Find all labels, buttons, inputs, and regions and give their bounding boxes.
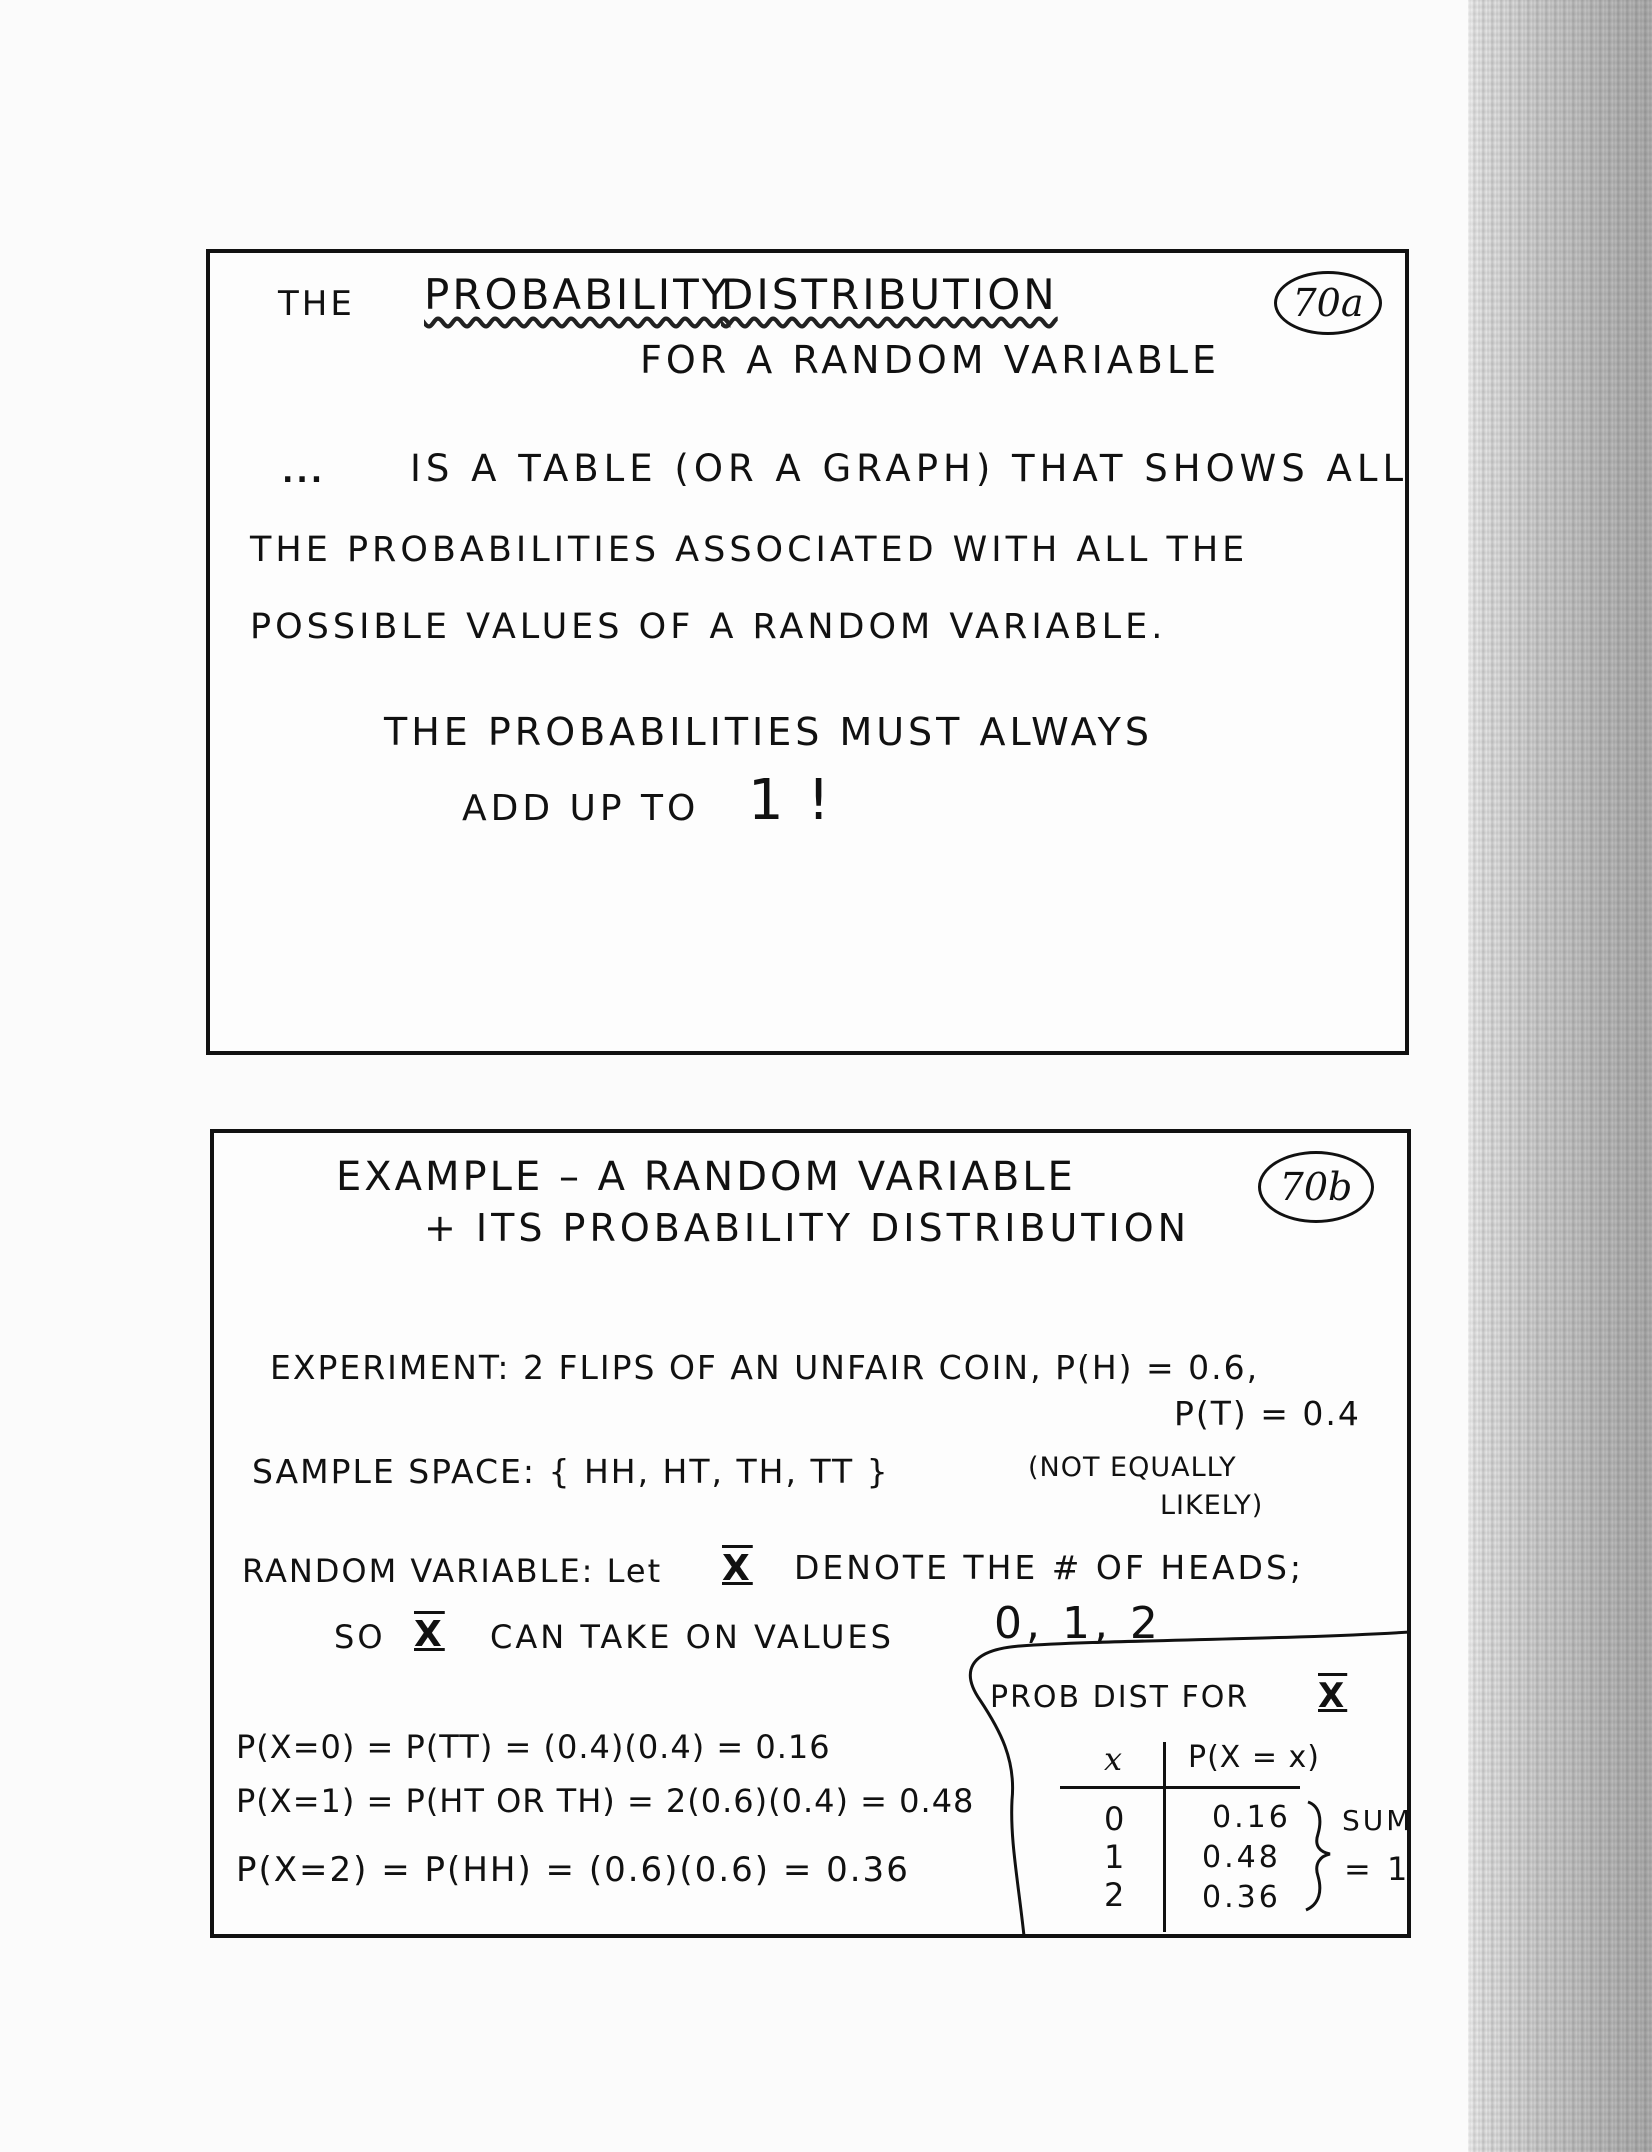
title-for-random-variable: FOR A RANDOM VARIABLE (640, 338, 1221, 382)
table-p-0: 0.16 (1212, 1800, 1291, 1835)
random-variable-symbol: X (722, 1548, 753, 1589)
ellipsis: ... (282, 455, 326, 490)
note-value-one: 1 ! (748, 768, 833, 833)
calc-x-equals-0: P(X=0) = P(TT) = (0.4)(0.4) = 0.16 (236, 1728, 831, 1766)
definition-line-1: IS A TABLE (OR A GRAPH) THAT SHOWS ALL (410, 447, 1409, 490)
table-p-2: 0.36 (1202, 1880, 1281, 1915)
rv-values-text: CAN TAKE ON VALUES (490, 1618, 894, 1656)
title-probability: PROBABILITY (424, 270, 731, 319)
table-header-probability: P(X = x) (1188, 1740, 1321, 1775)
experiment-line: EXPERIMENT: 2 FLIPS OF AN UNFAIR COIN, P(H) = 0.6, (270, 1348, 1260, 1387)
experiment-pt-line: P(T) = 0.4 (1174, 1394, 1361, 1433)
note-probabilities-must: THE PROBABILITIES MUST ALWAYS (384, 710, 1154, 754)
sum-value: = 1 (1344, 1850, 1411, 1888)
table-x-2: 2 (1104, 1876, 1128, 1914)
rv-symbol-2: X (414, 1614, 445, 1655)
rv-so: SO (334, 1618, 386, 1656)
table-x-0: 0 (1104, 1800, 1128, 1838)
rv-values: 0, 1, 2 (994, 1598, 1162, 1649)
random-variable-description: DENOTE THE # OF HEADS; (794, 1548, 1305, 1587)
definition-line-3: POSSIBLE VALUES OF A RANDOM VARIABLE. (250, 607, 1167, 647)
card-number-badge-70a: 70a (1274, 271, 1382, 335)
table-header-x: x (1104, 1740, 1126, 1778)
calc-x-equals-1: P(X=1) = P(HT OR TH) = 2(0.6)(0.4) = 0.48 (236, 1782, 975, 1820)
example-title-line-1: EXAMPLE – A RANDOM VARIABLE (336, 1154, 1076, 1200)
definition-line-2: THE PROBABILITIES ASSOCIATED WITH ALL THE (250, 530, 1249, 570)
sample-space-note-2: LIKELY) (1160, 1490, 1264, 1521)
sample-space-note-1: (NOT EQUALLY (1028, 1452, 1237, 1483)
table-x-1: 1 (1104, 1838, 1128, 1876)
table-p-1: 0.48 (1202, 1840, 1281, 1875)
random-variable-label: RANDOM VARIABLE: Let (242, 1552, 663, 1590)
sum-label: SUM (1342, 1804, 1414, 1837)
table-title: PROB DIST FOR (990, 1680, 1250, 1715)
title-distribution: DISTRIBUTION (721, 270, 1058, 319)
note-add-up-to: ADD UP TO (462, 788, 700, 829)
calc-x-equals-2: P(X=2) = P(HH) = (0.6)(0.6) = 0.36 (236, 1850, 910, 1890)
table-title-variable: X (1318, 1676, 1348, 1716)
title-the: THE (278, 284, 355, 324)
example-title-line-2: + ITS PROBABILITY DISTRIBUTION (424, 1206, 1191, 1250)
card-number-badge-70b: 70b (1258, 1151, 1374, 1223)
sample-space-line: SAMPLE SPACE: { HH, HT, TH, TT } (252, 1452, 890, 1491)
